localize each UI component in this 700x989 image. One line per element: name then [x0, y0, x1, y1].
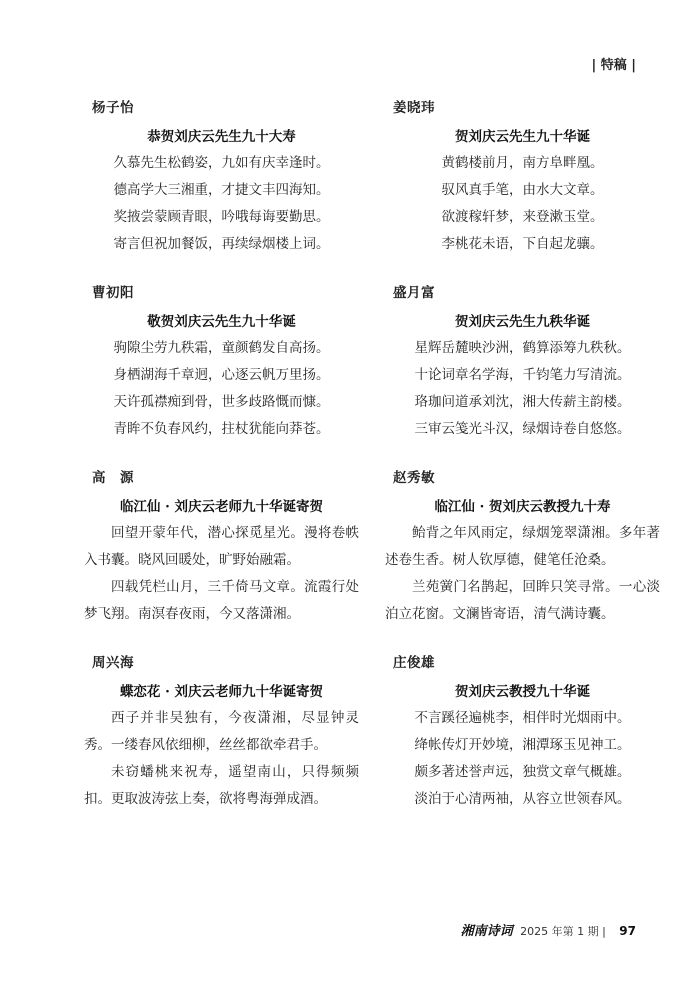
poem-line: 不言蹊径遍桃李，相伴时光烟雨中。 [414, 710, 631, 726]
poem-author: 盛月富 [393, 285, 435, 301]
poem-author: 周兴海 [92, 655, 134, 671]
poem-line: 绛帐传灯开妙境，湘潭琢玉见神工。 [414, 737, 631, 753]
publication-logo: 湘南诗词 [460, 924, 513, 939]
poem [385, 282, 660, 443]
poem-line: 德高学大三湘重，才捷文丰四海知。 [113, 182, 330, 198]
poem-line: 淡泊于心清两袖，从容立世领春风。 [414, 791, 631, 807]
poem-line: 十论词章名学海，千钧笔力写清流。 [414, 367, 631, 383]
poem-stanza: 兰苑黉门名鹊起，回眸只笑寻常。一心淡泊立花窗。文澜皆寄语，清气满诗囊。 [385, 579, 660, 622]
page-footer [461, 920, 636, 939]
poem-line: 身栖湖海千章迥，心逐云帆万里扬。 [113, 367, 330, 383]
poem-author: 曹初阳 [92, 285, 134, 301]
poem-stanza: 四载凭栏山月，三千倚马文章。流霞行处梦飞翔。南溟春夜雨，今又落潇湘。 [84, 579, 359, 622]
poem-stanza: 未窃蟠桃来祝寿，遥望南山，只得频频扣。更取波涛弦上奏，欲将粤海弹成酒。 [84, 764, 359, 807]
poem [84, 282, 359, 443]
poem-author: 庄俊雄 [393, 655, 435, 671]
poem-author: 姜晓玮 [393, 100, 435, 116]
poem [84, 467, 359, 628]
poem-stanza: 鲐背之年风雨定，绿烟笼翠潇湘。多年著述卷生香。树人钦厚德，健笔任沧桑。 [385, 525, 660, 568]
poem-title: 贺刘庆云教授九十华诞 [455, 684, 590, 700]
poem-title: 临江仙 · 刘庆云老师九十华诞寄贺 [119, 499, 324, 515]
poem-title: 临江仙 · 贺刘庆云教授九十寿 [434, 499, 611, 515]
section-tag: | 特稿 | [591, 58, 636, 73]
poem [84, 97, 359, 258]
poem-author: 高 源 [92, 470, 134, 486]
poem-line: 青眸不负春风约，拄杖犹能向莽苍。 [113, 421, 330, 437]
poem [84, 652, 359, 813]
poem [385, 97, 660, 258]
poem-title: 敬贺刘庆云先生九十华诞 [147, 314, 296, 330]
poem-author: 赵秀敏 [393, 470, 435, 486]
poem-line: 寄言但祝加餐饭，再续绿烟楼上词。 [113, 236, 330, 252]
poem-line: 星辉岳麓映沙洲，鹤算添筹九秩秋。 [414, 340, 631, 356]
poem-author: 杨子怡 [92, 100, 134, 116]
poem-line: 天许孤襟痴到骨，世多歧路慨而慷。 [113, 394, 330, 410]
poem [385, 467, 660, 628]
poem-line: 驭风真手笔，由水大文章。 [441, 182, 604, 198]
issue-label: 2025 年第 1 期 [520, 925, 599, 938]
poem [385, 652, 660, 813]
poem-title: 贺刘庆云先生九秩华诞 [455, 314, 590, 330]
poem-line: 奖掖尝蒙顾青眼，吟哦每诲要勤思。 [113, 209, 330, 225]
poem-line: 李桃花未语，下自起龙骧。 [441, 236, 604, 252]
poem-line: 颇多著述誉声远，独赏文章气概雄。 [414, 764, 631, 780]
footer-separator: | [602, 925, 606, 938]
poem-title: 蝶恋花 · 刘庆云老师九十华诞寄贺 [119, 684, 324, 700]
poem-line: 久慕先生松鹤姿，九如有庆幸逢时。 [113, 155, 330, 171]
poem-line: 珞珈问道承刘沈，湘大传薪主韵楼。 [414, 394, 631, 410]
poem-line: 欲渡稼轩梦，来登漱玉堂。 [441, 209, 604, 225]
page-number: 97 [619, 924, 636, 938]
poem-title: 贺刘庆云先生九十华诞 [455, 129, 590, 145]
poem-line: 黄鹤楼前月，南方阜畔凰。 [441, 155, 604, 171]
poem-title: 恭贺刘庆云先生九十大寿 [147, 129, 296, 145]
poem-stanza: 回望开蒙年代，潜心探觅星光。漫将卷帙入书囊。晓风回暖处，旷野始融霜。 [84, 525, 359, 568]
poem-stanza: 西子并非吴独有，今夜潇湘，尽显钟灵秀。一缕春风依细柳，丝丝都欲牵君手。 [84, 710, 359, 753]
poem-line: 三审云笺光斗汉，绿烟诗卷自悠悠。 [414, 421, 631, 437]
poem-line: 驹隙尘劳九秩霜，童颜鹤发自高扬。 [113, 340, 330, 356]
